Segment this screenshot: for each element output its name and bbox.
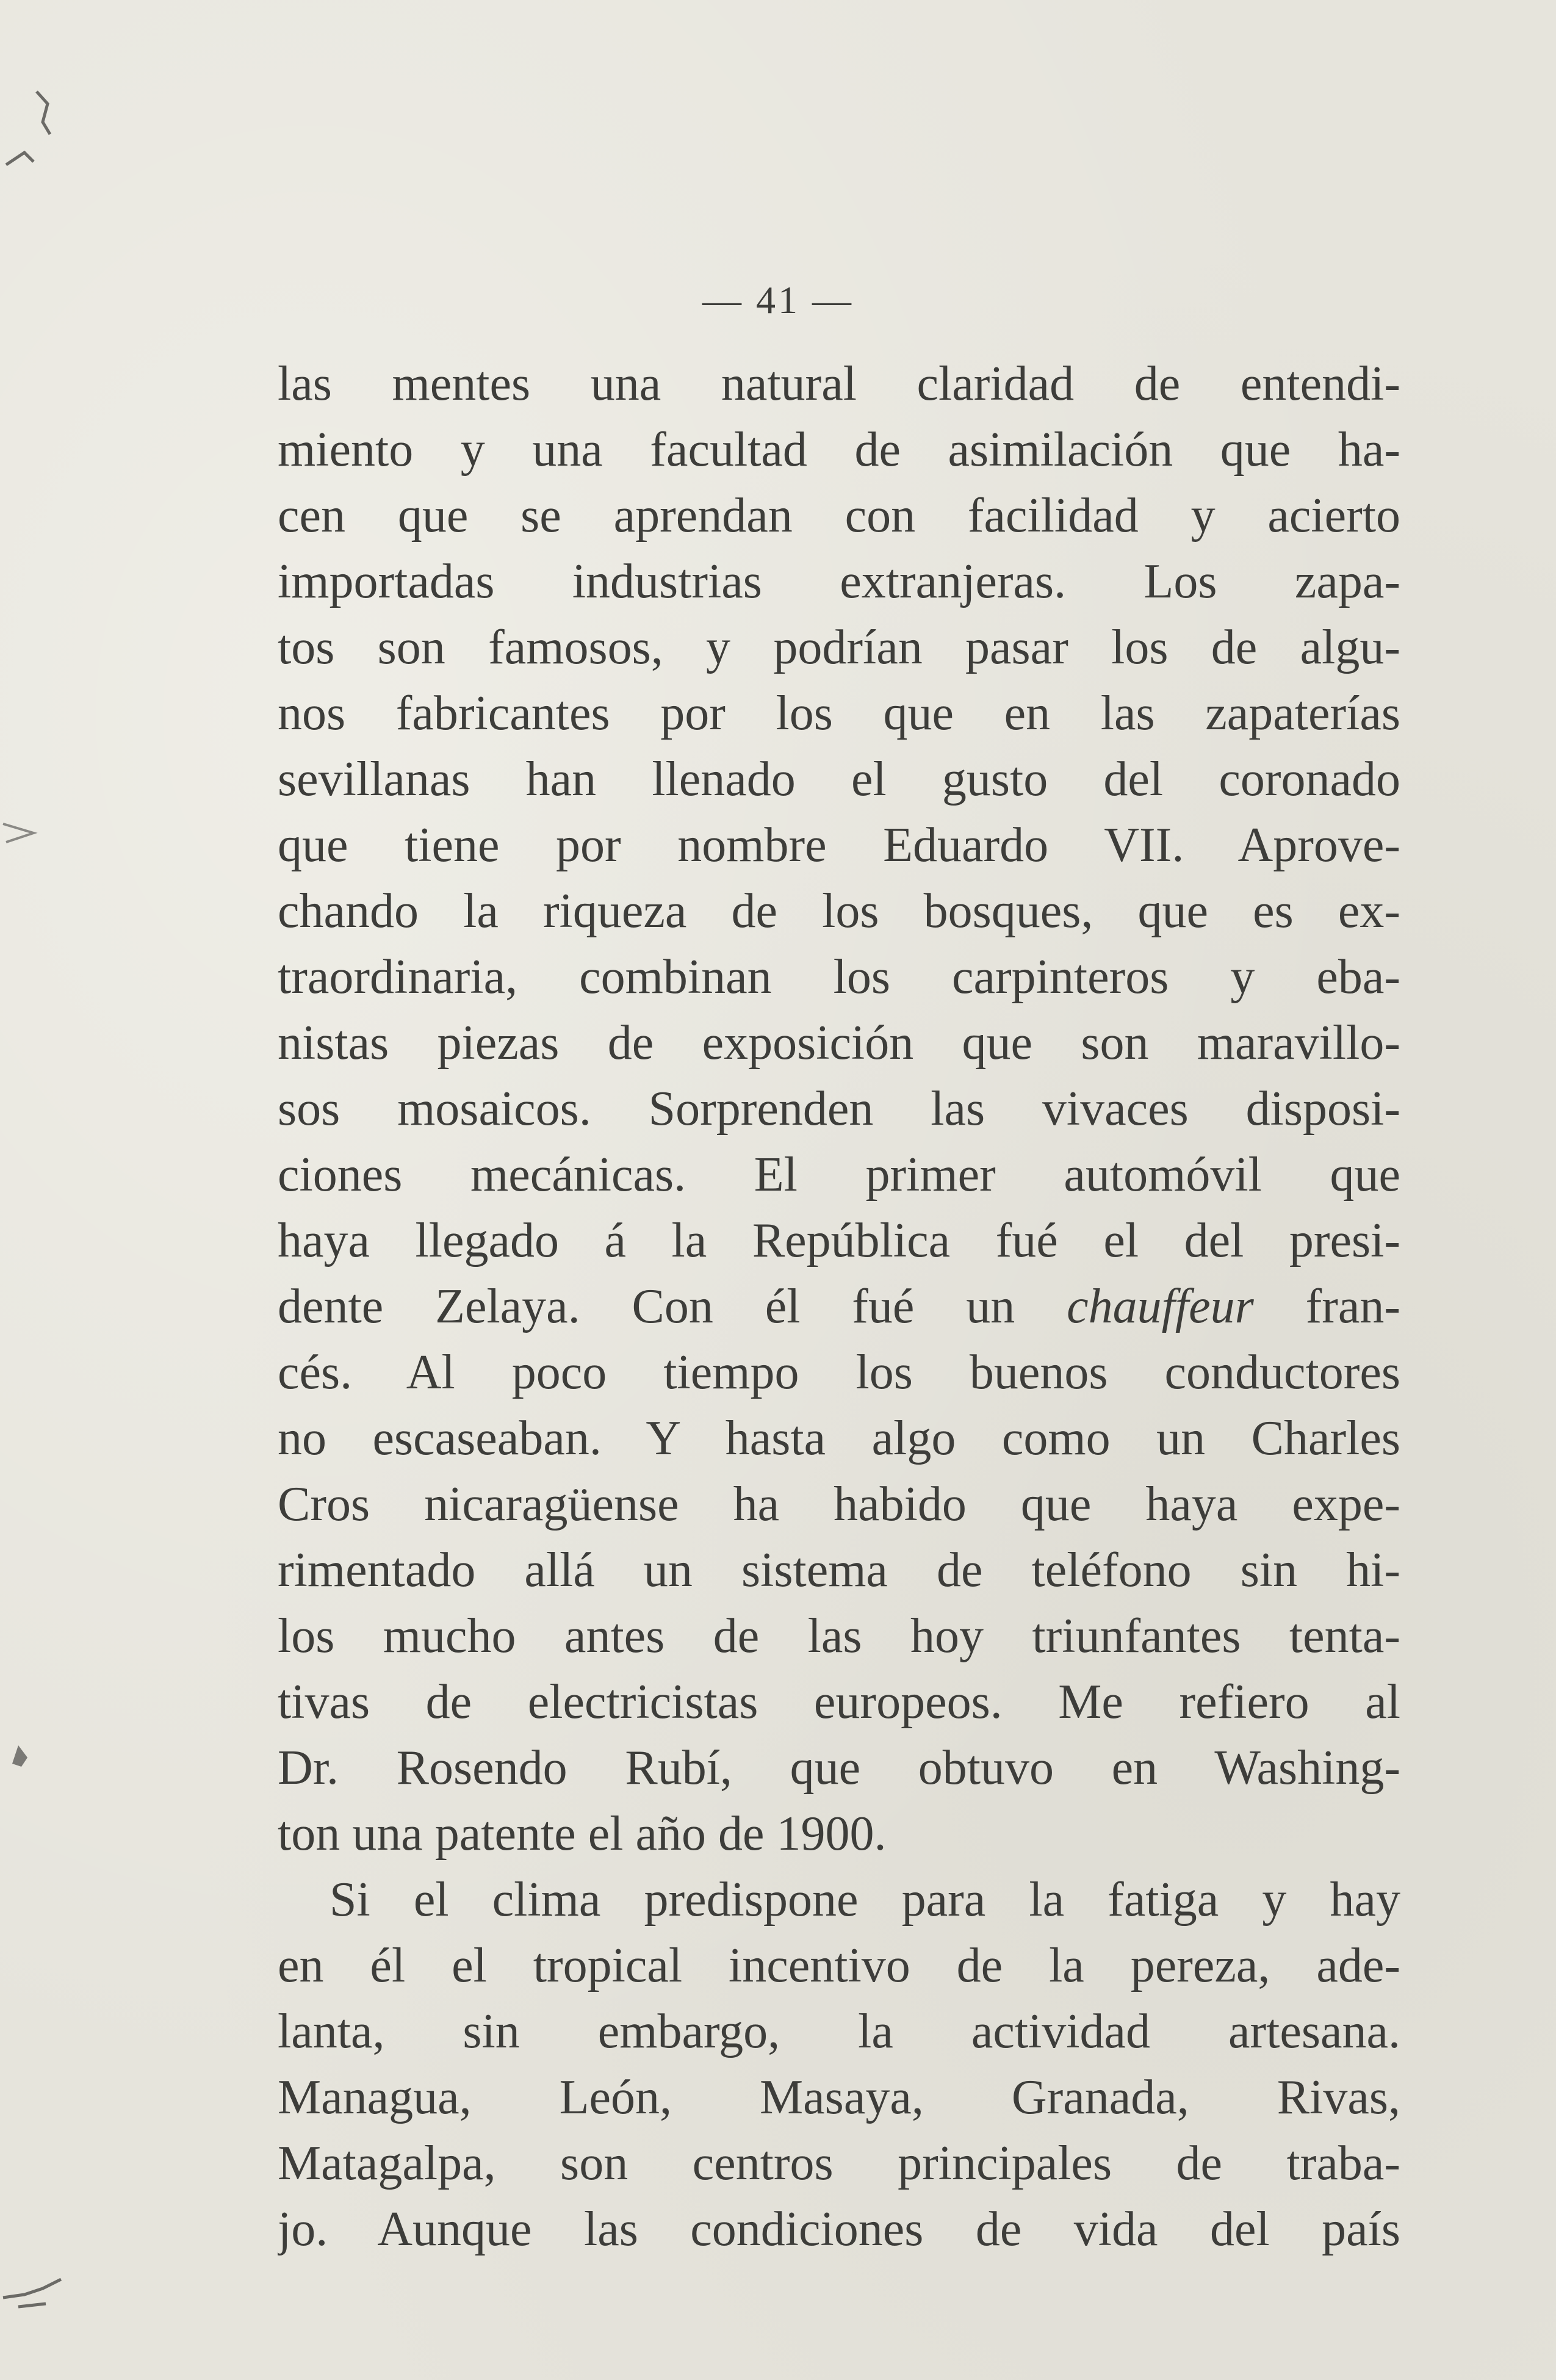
text-line: traordinaria, combinan los carpinteros y eba- (278, 950, 1400, 1004)
text-line: nistas piezas de exposición que son maravillo- (278, 1016, 1400, 1070)
text-line: no escaseaban. Y hasta algo como un Charles (278, 1412, 1400, 1465)
text-line: jo. Aunque las condiciones de vida del país (278, 2202, 1400, 2256)
text-line: las mentes una natural claridad de entendi- (278, 357, 1400, 411)
italic-word: chauffeur (1067, 1280, 1254, 1333)
text-line: lanta, sin embargo, la actividad artesana. (278, 2005, 1400, 2058)
body-text (278, 351, 1400, 2262)
edge-mark (0, 85, 67, 183)
text-line: en él el tropical incentivo de la pereza, ade- (278, 1939, 1400, 1992)
text-line: tos son famosos, y podrían pasar los de algu- (278, 621, 1400, 674)
text-line: sos mosaicos. Sorprenden las vivaces disposi- (278, 1082, 1400, 1136)
text-line: miento y una facultad de asimilación que ha- (278, 423, 1400, 477)
edge-mark (0, 818, 55, 848)
paragraph-first-line: Si el clima predispone para la fatiga y hay (330, 1873, 1400, 1927)
page-number: — 41 — (702, 278, 854, 322)
text-line: sevillanas han llenado el gusto del coronado (278, 752, 1400, 806)
text-line-with-italic (278, 1274, 1400, 1340)
edge-mark (0, 1733, 37, 1770)
paragraph-last-line: ton una patente el año de 1900. (278, 1807, 887, 1861)
text-line: cés. Al poco tiempo los buenos conductores (278, 1346, 1400, 1399)
text-line: cen que se aprendan con facilidad y acierto (278, 489, 1400, 543)
text-line: Matagalpa, son centros principales de traba- (278, 2137, 1400, 2190)
text-line: que tiene por nombre Eduardo VII. Aprove- (278, 818, 1400, 872)
text-segment: fran- (1253, 1280, 1400, 1333)
text-line: los mucho antes de las hoy triunfantes tenta- (278, 1609, 1400, 1663)
text-line: Managua, León, Masaya, Granada, Rivas, (278, 2071, 1400, 2124)
text-line: importadas industrias extranjeras. Los zapa- (278, 555, 1400, 608)
text-line: Dr. Rosendo Rubí, que obtuvo en Washing- (278, 1741, 1400, 1795)
text-line: ciones mecánicas. El primer automóvil que (278, 1148, 1400, 1202)
text-line: rimentado allá un sistema de teléfono sin hi- (278, 1543, 1400, 1597)
text-line: nos fabricantes por los que en las zapaterías (278, 687, 1400, 740)
text-line: chando la riqueza de los bosques, que es ex- (278, 884, 1400, 938)
edge-mark (0, 2270, 73, 2325)
text-segment: dente Zelaya. Con él fué un (278, 1280, 1067, 1333)
text-line: haya llegado á la República fué el del presi- (278, 1214, 1400, 1268)
text-line: tivas de electricistas europeos. Me refiero al (278, 1675, 1400, 1729)
text-line: Cros nicaragüense ha habido que haya expe- (278, 1477, 1400, 1531)
